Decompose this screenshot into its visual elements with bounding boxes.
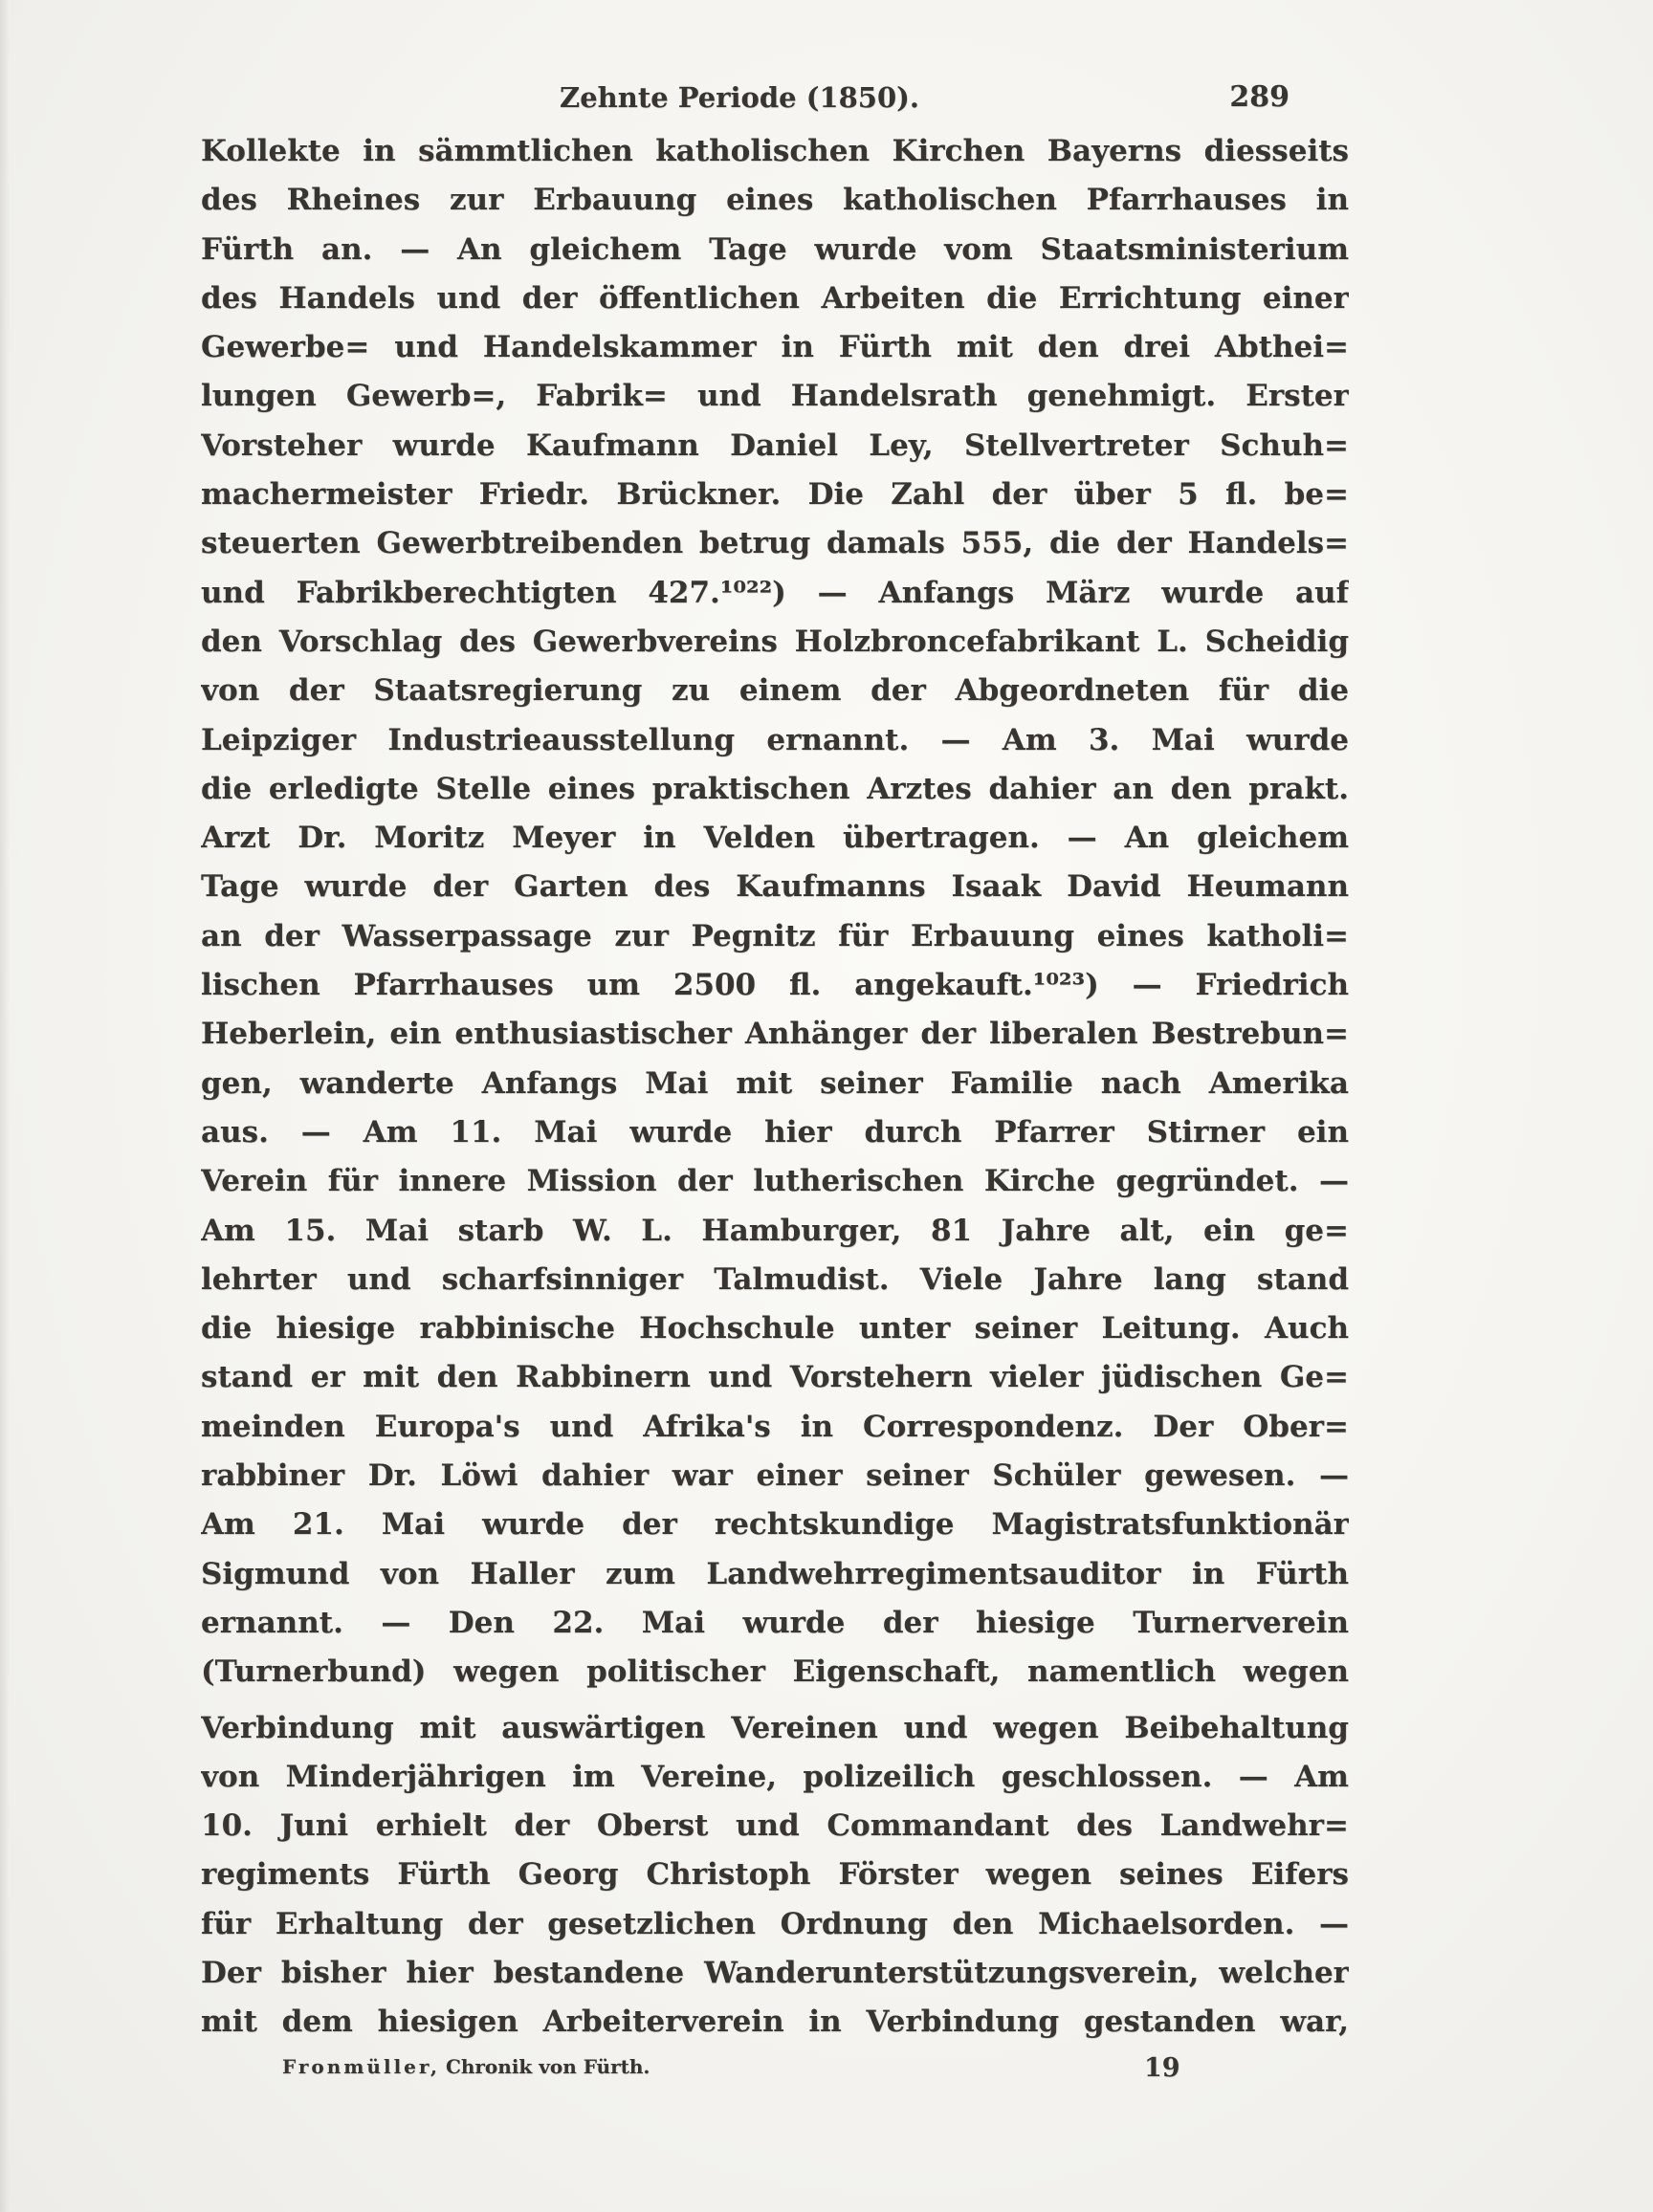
text-line: (Turnerbund) wegen politischer Eigenschaft, namentlich wegen [201,1654,1349,1690]
text-line: für Erhaltung der gesetzlichen Ordnung den Michaelsorden. — [201,1906,1349,1941]
text-line: Vorsteher wurde Kaufmann Daniel Ley, Stellvertreter Schuh= [201,427,1349,463]
text-line: Am 15. Mai starb W. L. Hamburger, 81 Jahre alt, ein ge= [201,1213,1349,1248]
page-number: 289 [1229,80,1289,114]
text-line: mit dem hiesigen Arbeiterverein in Verbindung gestanden war, [201,2004,1349,2040]
text-line: von der Staatsregierung zu einem der Abgeordneten für die [201,673,1349,709]
text-line: aus. — Am 11. Mai wurde hier durch Pfarrer Stirner ein [201,1114,1349,1150]
text-line: Fürth an. — An gleichem Tage wurde vom Staatsministerium [201,231,1349,267]
text-line: gen, wanderte Anfangs Mai mit seiner Familie nach Amerika [201,1065,1349,1101]
text-line: steuerten Gewerbtreibenden betrug damals 555, die der Handels= [201,526,1349,561]
text-line: den Vorschlag des Gewerbvereins Holzbroncefabrikant L. Scheidig [201,624,1349,659]
body-text [201,127,1349,2048]
page-header [201,78,1349,117]
text-line: machermeister Friedr. Brückner. Die Zahl der über 5 fl. be= [201,477,1349,513]
text-line: Leipziger Industrieausstellung ernannt. — Am 3. Mai wurde [201,722,1349,757]
text-line: Gewerbe= und Handelskammer in Fürth mit den drei Abthei= [201,330,1349,365]
text-line: an der Wasserpassage zur Pegnitz für Erbauung eines katholi= [201,918,1349,953]
running-head: Zehnte Periode (1850). [560,81,919,114]
text-line: die hiesige rabbinische Hochschule unter seiner Leitung. Auch [201,1311,1349,1347]
text-line: von Minderjährigen im Vereine, polizeilich geschlossen. — Am [201,1759,1349,1794]
text-line: Der bisher hier bestandene Wanderunterstützungsverein, welcher [201,1955,1349,1990]
imprint-title: Chronik von Fürth. [445,2055,650,2078]
text-line: Verein für innere Mission der lutherischen Kirche gegründet. — [201,1164,1349,1199]
text-line: Arzt Dr. Moritz Meyer in Velden übertragen. — An gleichem [201,821,1349,856]
text-line: Tage wurde der Garten des Kaufmanns Isaak David Heumann [201,869,1349,905]
text-line: lehrter und scharfsinniger Talmudist. Viele Jahre lang stand [201,1261,1349,1297]
imprint-author: Fronmüller, [282,2055,440,2078]
page-footer [201,2052,1349,2094]
text-line: und Fabrikberechtigten 427.¹⁰²²) — Anfangs März wurde auf [201,575,1349,610]
text-line: meinden Europa's und Afrika's in Correspondenz. Der Ober= [201,1409,1349,1444]
text-line: Verbindung mit auswärtigen Vereinen und wegen Beibehaltung [201,1710,1349,1745]
text-line: lungen Gewerb=, Fabrik= und Handelsrath genehmigt. Erster [201,379,1349,414]
text-line: des Handels und der öffentlichen Arbeiten die Errichtung einer [201,280,1349,316]
imprint [282,2052,650,2081]
text-line: Heberlein, ein enthusiastischer Anhänger der liberalen Bestrebun= [201,1017,1349,1052]
text-line: lischen Pfarrhauses um 2500 fl. angekauft.¹⁰²³) — Friedrich [201,968,1349,1003]
text-line: stand er mit den Rabbinern und Vorstehern vieler jüdischen Ge= [201,1360,1349,1395]
text-line: Kollekte in sämmtlichen katholischen Kirchen Bayerns diesseits [201,134,1349,168]
text-line: 10. Juni erhielt der Oberst und Commandant des Landwehr= [201,1808,1349,1844]
text-line: des Rheines zur Erbauung eines katholischen Pfarrhauses in [201,183,1349,218]
text-line: die erledigte Stelle eines praktischen Arztes dahier an den prakt. [201,771,1349,806]
sheet-signature: 19 [1144,2053,1180,2083]
text-line: regiments Fürth Georg Christoph Förster wegen seines Eifers [201,1857,1349,1893]
text-line: ernannt. — Den 22. Mai wurde der hiesige Turnerverein [201,1605,1349,1640]
text-line: Am 21. Mai wurde der rechtskundige Magistratsfunktionär [201,1507,1349,1543]
text-line: rabbiner Dr. Löwi dahier war einer seiner Schüler gewesen. — [201,1458,1349,1494]
text-line: Sigmund von Haller zum Landwehrregimentsauditor in Fürth [201,1556,1349,1591]
